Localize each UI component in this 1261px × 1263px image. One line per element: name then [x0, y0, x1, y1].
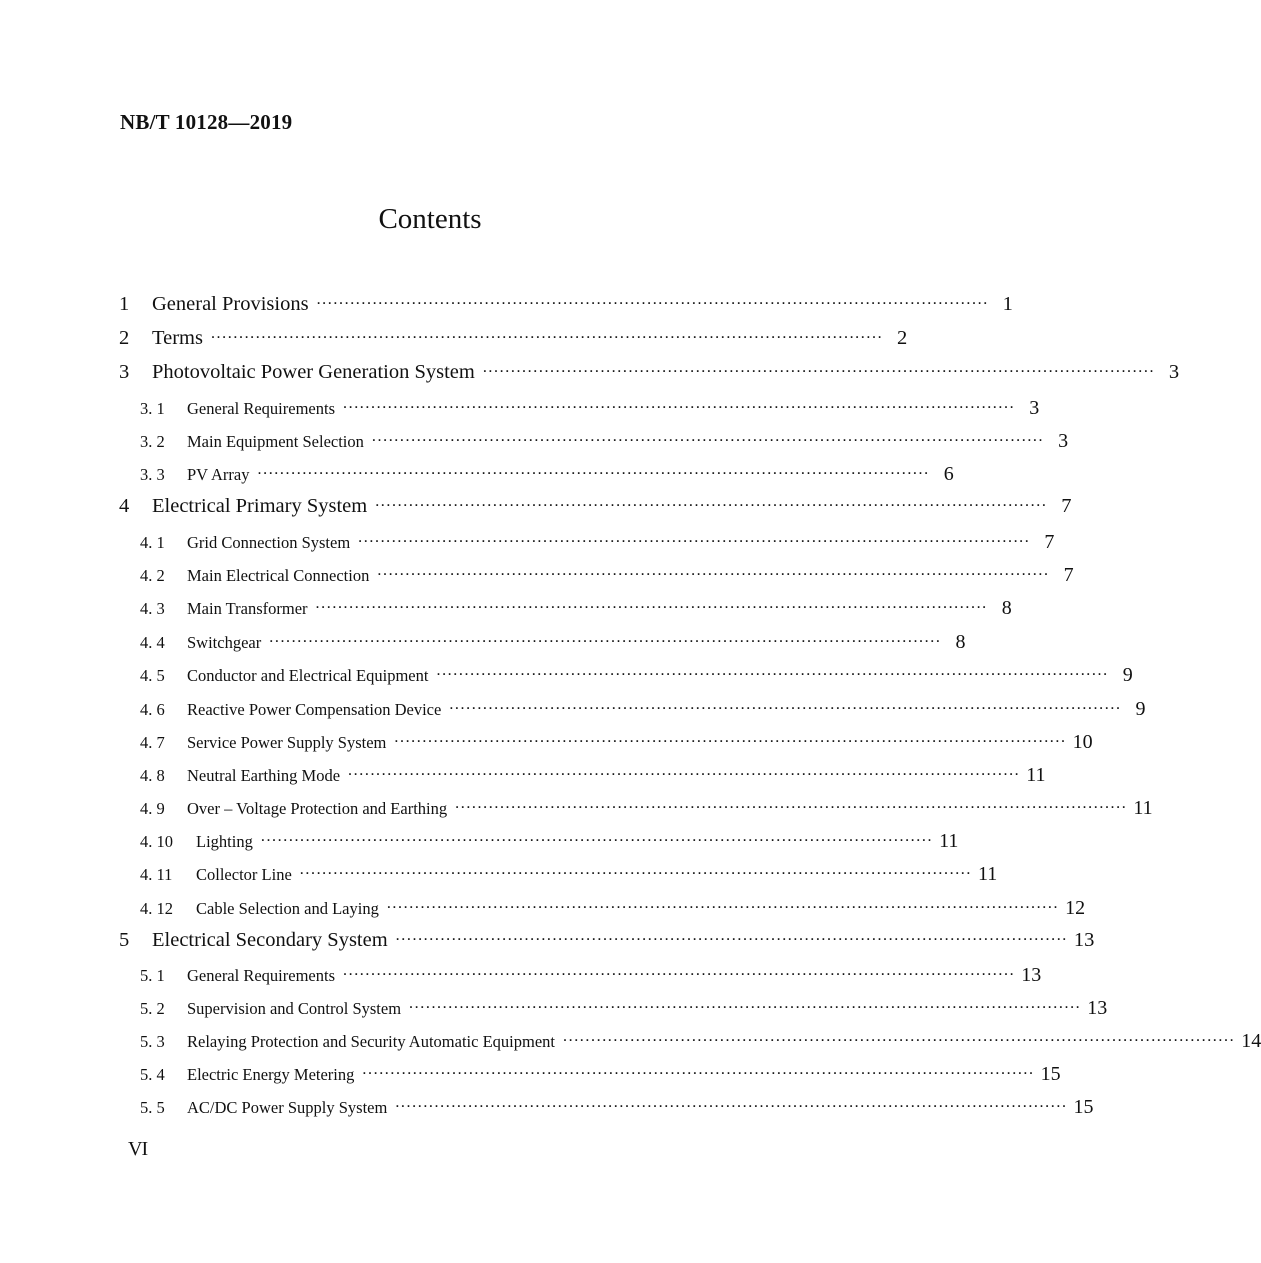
- toc-entry-number: 1: [119, 293, 130, 315]
- toc-entry-number: 4. 9: [140, 799, 165, 818]
- toc-entry-number: 4. 6: [140, 700, 165, 719]
- toc-entry-number: 4. 7: [140, 733, 165, 752]
- toc-entry-page: 11: [1133, 797, 1153, 819]
- toc-entry[interactable]: [140, 698, 1146, 721]
- dot-leader: ························································································································: [260, 833, 934, 847]
- toc-entry-title: Electric Energy Metering: [187, 1065, 355, 1084]
- dot-leader: ························································································································: [375, 498, 1048, 512]
- toc-entry-number: 5. 3: [140, 1032, 165, 1051]
- dot-leader: ························································································································: [299, 866, 972, 880]
- toc-entry-title: Over – Voltage Protection and Earthing: [187, 799, 448, 818]
- dot-leader: ························································································································: [436, 667, 1109, 681]
- toc-entry-page: 7: [1044, 531, 1055, 553]
- toc-entry[interactable]: [140, 897, 1086, 920]
- toc-entry-title: PV Array: [187, 465, 250, 484]
- toc-entry-number: 5. 1: [140, 966, 165, 985]
- toc-entry[interactable]: [140, 830, 959, 853]
- toc-entry-number: 3. 2: [140, 432, 165, 451]
- toc-entry-page: 13: [1073, 929, 1095, 951]
- toc-entry[interactable]: [140, 764, 1046, 787]
- toc-entry[interactable]: [140, 564, 1074, 587]
- toc-entry-number: 2: [119, 327, 130, 349]
- toc-entry-number: 3. 1: [140, 399, 165, 418]
- dot-leader: ························································································································: [562, 1033, 1236, 1047]
- dot-leader: ························································································································: [455, 800, 1128, 814]
- toc-entry-title: Photovoltaic Power Generation System: [152, 361, 475, 383]
- toc-entry[interactable]: [140, 1063, 1061, 1086]
- toc-entry[interactable]: [140, 1030, 1261, 1053]
- toc-entry-page: 12: [1065, 897, 1086, 919]
- toc-entry-page: 13: [1021, 964, 1042, 986]
- dot-leader: ························································································································: [395, 932, 1068, 946]
- toc-entry[interactable]: [140, 463, 954, 486]
- toc-entry-page: 14: [1241, 1030, 1261, 1052]
- toc-entry-page: 11: [978, 863, 998, 885]
- dot-leader: ························································································································: [257, 466, 930, 480]
- dot-leader: ························································································································: [482, 364, 1156, 378]
- toc-entry[interactable]: [140, 1096, 1094, 1119]
- toc-entry-page: 2: [896, 327, 908, 349]
- toc-entry-title: Relaying Protection and Security Automatic Equipment: [187, 1032, 555, 1051]
- toc-entry-page: 3: [1058, 430, 1069, 452]
- toc-entry[interactable]: [119, 929, 1095, 952]
- toc-entry-title: Collector Line: [196, 865, 292, 884]
- dot-leader: ························································································································: [348, 767, 1021, 781]
- toc-entry-number: 3. 3: [140, 465, 165, 484]
- toc-entry-number: 4. 8: [140, 766, 165, 785]
- dot-leader: ························································································································: [210, 330, 884, 344]
- toc-entry[interactable]: [140, 531, 1055, 554]
- toc-entry-page: 11: [1026, 764, 1046, 786]
- toc-entry[interactable]: [140, 597, 1012, 620]
- toc-entry-number: 4. 10: [140, 832, 173, 851]
- toc-entry[interactable]: [140, 397, 1040, 420]
- toc-entry-page: 7: [1061, 495, 1072, 517]
- dot-leader: ························································································································: [315, 600, 988, 614]
- toc-entry-page: 13: [1087, 997, 1108, 1019]
- toc-entry-title: Terms: [152, 327, 203, 349]
- page-folio: VI: [128, 1138, 148, 1160]
- toc-entry-title: Electrical Secondary System: [152, 929, 388, 951]
- toc-entry-title: Service Power Supply System: [187, 733, 387, 752]
- toc-entry-number: 4. 4: [140, 633, 165, 652]
- toc-entry[interactable]: [119, 495, 1072, 518]
- standard-code: NB/T 10128—2019: [120, 110, 293, 134]
- toc-entry-number: 4. 3: [140, 599, 165, 618]
- toc-entry-title: General Requirements: [187, 966, 335, 985]
- toc-entry-title: Electrical Primary System: [152, 495, 368, 517]
- toc-entry-number: 4. 11: [140, 865, 173, 884]
- dot-leader: ························································································································: [342, 967, 1016, 981]
- toc-entry-number: 4. 1: [140, 533, 165, 552]
- toc-entry[interactable]: [119, 361, 1180, 384]
- toc-entry-title: Main Electrical Connection: [187, 566, 370, 585]
- toc-entry-page: 7: [1063, 564, 1074, 586]
- toc-entry-number: 5: [119, 929, 130, 951]
- toc-entry-title: Main Transformer: [187, 599, 308, 618]
- toc-entry-number: 5. 2: [140, 999, 165, 1018]
- dot-leader: ························································································································: [362, 1066, 1035, 1080]
- toc-entry-title: Neutral Earthing Mode: [187, 766, 341, 785]
- toc-entry[interactable]: [140, 964, 1042, 987]
- toc-entry-title: Conductor and Electrical Equipment: [187, 666, 429, 685]
- page-title: Contents: [378, 203, 482, 235]
- toc-entry[interactable]: [140, 664, 1133, 687]
- toc-entry-number: 4: [119, 495, 130, 517]
- toc-entry-title: Main Equipment Selection: [187, 432, 364, 451]
- toc-entry-number: 5. 5: [140, 1098, 165, 1117]
- dot-leader: ························································································································: [395, 1099, 1068, 1113]
- toc-entry-title: Switchgear: [187, 633, 262, 652]
- toc-entry-title: AC/DC Power Supply System: [187, 1098, 388, 1117]
- toc-entry-page: 3: [1029, 397, 1040, 419]
- toc-entry-page: 11: [939, 830, 959, 852]
- toc-entry-number: 4. 5: [140, 666, 165, 685]
- toc-entry[interactable]: [140, 997, 1108, 1020]
- toc-entry-title: Reactive Power Compensation Device: [187, 700, 442, 719]
- toc-entry-number: 4. 12: [140, 899, 173, 918]
- toc-entry-page: 8: [955, 631, 966, 653]
- toc-entry-number: 5. 4: [140, 1065, 165, 1084]
- toc-entry[interactable]: [140, 631, 966, 654]
- toc-entry-title: General Requirements: [187, 399, 335, 418]
- toc-entry-title: Supervision and Control System: [187, 999, 402, 1018]
- toc-entry-number: 4. 2: [140, 566, 165, 585]
- dot-leader: ························································································································: [316, 296, 989, 310]
- toc-entry-page: 9: [1122, 664, 1133, 686]
- toc-entry-title: Cable Selection and Laying: [196, 899, 379, 918]
- toc-entry[interactable]: [140, 863, 998, 886]
- dot-leader: ························································································································: [342, 400, 1016, 414]
- dot-leader: ························································································································: [386, 900, 1060, 914]
- toc-entry-title: General Provisions: [152, 293, 309, 315]
- toc-entry-page: 9: [1135, 698, 1146, 720]
- toc-entry[interactable]: [140, 731, 1093, 754]
- toc-entry[interactable]: [140, 430, 1069, 453]
- dot-leader: ························································································································: [377, 567, 1050, 581]
- toc-entry-page: 8: [1001, 597, 1012, 619]
- toc-entry-page: 15: [1073, 1096, 1094, 1118]
- toc-entry-page: 10: [1072, 731, 1093, 753]
- toc-entry-page: 1: [1002, 293, 1013, 315]
- dot-leader: ························································································································: [449, 701, 1122, 715]
- toc-entry-page: 15: [1040, 1063, 1061, 1085]
- toc-entry[interactable]: [119, 327, 908, 350]
- dot-leader: ························································································································: [409, 1000, 1082, 1014]
- toc-entry-title: Grid Connection System: [187, 533, 351, 552]
- dot-leader: ························································································································: [358, 534, 1031, 548]
- toc-entry-title: Lighting: [196, 832, 253, 851]
- toc-entry[interactable]: [140, 797, 1153, 820]
- dot-leader: ························································································································: [371, 433, 1045, 447]
- toc-entry[interactable]: [119, 293, 1013, 316]
- toc-entry-number: 3: [119, 361, 130, 383]
- toc-entry-page: 3: [1168, 361, 1180, 383]
- toc-entry-page: 6: [943, 463, 954, 485]
- dot-leader: ························································································································: [269, 634, 942, 648]
- dot-leader: ························································································································: [394, 734, 1067, 748]
